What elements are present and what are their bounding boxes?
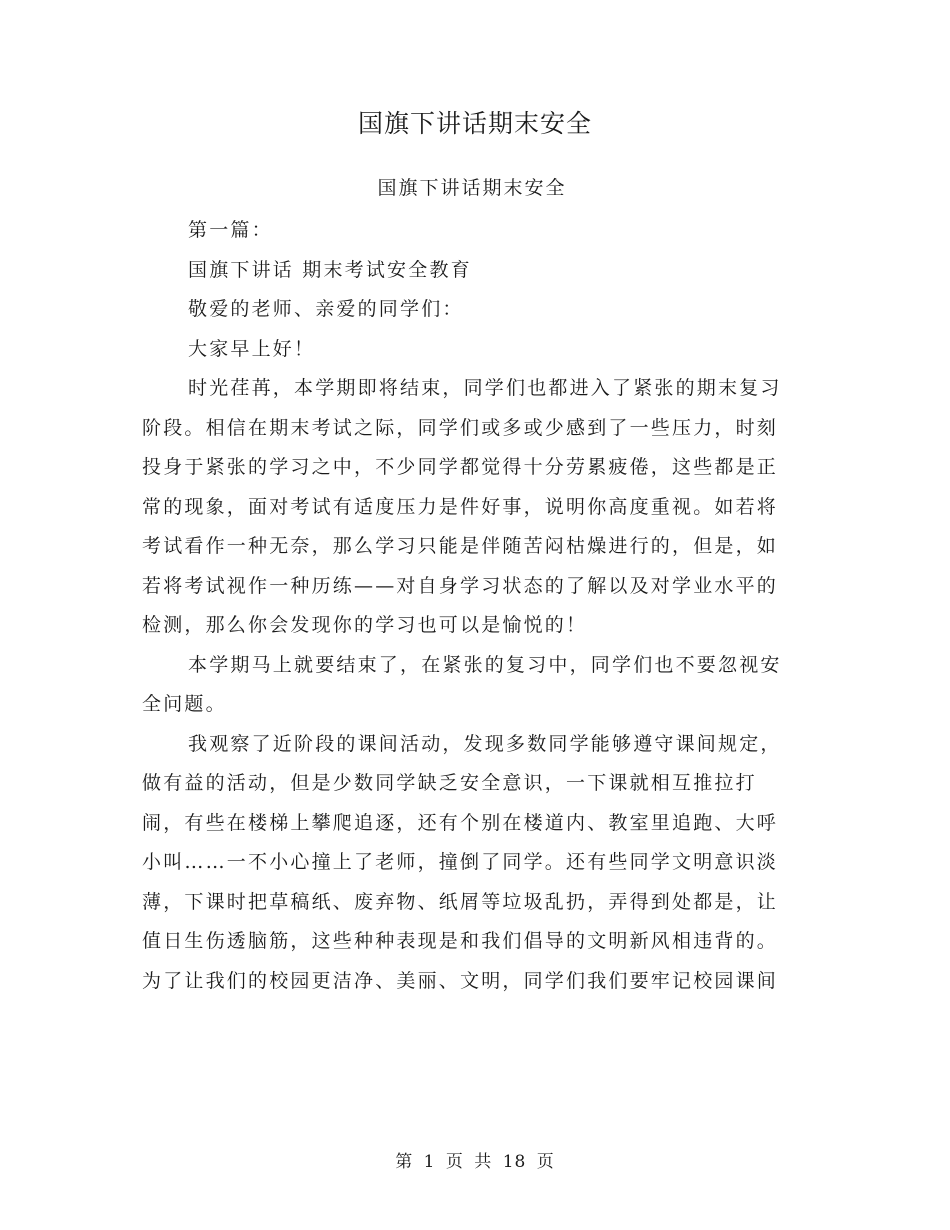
text-line: 敬爱的老师、亲爱的同学们：: [188, 298, 464, 320]
text-line: 常的现象，面对考试有适度压力是件好事，说明你高度重视。如若将: [142, 495, 779, 518]
paragraph: [142, 369, 802, 646]
document-subtitle: 国旗下讲话期末安全: [377, 177, 567, 199]
text-line: 国旗下讲话 期末考试安全教育: [188, 258, 472, 281]
text-line: 闹，有些在楼梯上攀爬追逐，还有个别在楼道内、教室里追跑、大呼: [142, 811, 779, 834]
text-line: 大家早上好！: [188, 337, 316, 360]
paragraph: [142, 725, 802, 1002]
paragraph: [142, 211, 802, 251]
paragraph: [142, 646, 802, 725]
paragraph: [142, 330, 802, 370]
text-line: 小叫……一不小心撞上了老师，撞倒了同学。还有些同学文明意识淡: [142, 851, 779, 873]
document-body: [142, 168, 802, 1001]
text-line: 做有益的活动，但是少数同学缺乏安全意识，一下课就相互推拉打: [142, 772, 757, 794]
paragraph: [142, 290, 802, 330]
text-line: 为了让我们的校园更洁净、美丽、文明，同学们我们要牢记校园课间: [142, 969, 779, 992]
text-line: 若将考试视作一种历练——对自身学习状态的了解以及对学业水平的: [142, 574, 779, 597]
text-line: 投身于紧张的学习之中，不少同学都觉得十分劳累疲倦，这些都是正: [142, 456, 779, 478]
page-number-footer: 第 1 页 共 18 页: [395, 1152, 555, 1172]
text-line: 值日生伤透脑筋，这些种种表现是和我们倡导的文明新风相违背的。: [142, 930, 779, 952]
text-line: 考试看作一种无奈，那么学习只能是伴随苦闷枯燥进行的，但是，如: [142, 535, 779, 557]
text-line: 阶段。相信在期末考试之际，同学们或多或少感到了一些压力，时刻: [142, 416, 779, 439]
paragraph: [142, 251, 802, 291]
text-line: 本学期马上就要结束了，在紧张的复习中，同学们也不要忽视安: [188, 653, 782, 676]
text-line: 我观察了近阶段的课间活动，发现多数同学能够遵守课间规定，: [188, 732, 782, 755]
text-line: 全问题。: [142, 693, 227, 715]
document-title: 国旗下讲话期末安全: [357, 109, 592, 138]
text-line: 第一篇：: [188, 219, 273, 241]
text-line: 薄，下课时把草稿纸、废弃物、纸屑等垃圾乱扔，弄得到处都是，让: [142, 890, 779, 913]
text-line: 检测，那么你会发现你的学习也可以是愉悦的！: [142, 614, 588, 636]
text-line: 时光荏苒，本学期即将结束，同学们也都进入了紧张的期末复习: [188, 377, 782, 399]
